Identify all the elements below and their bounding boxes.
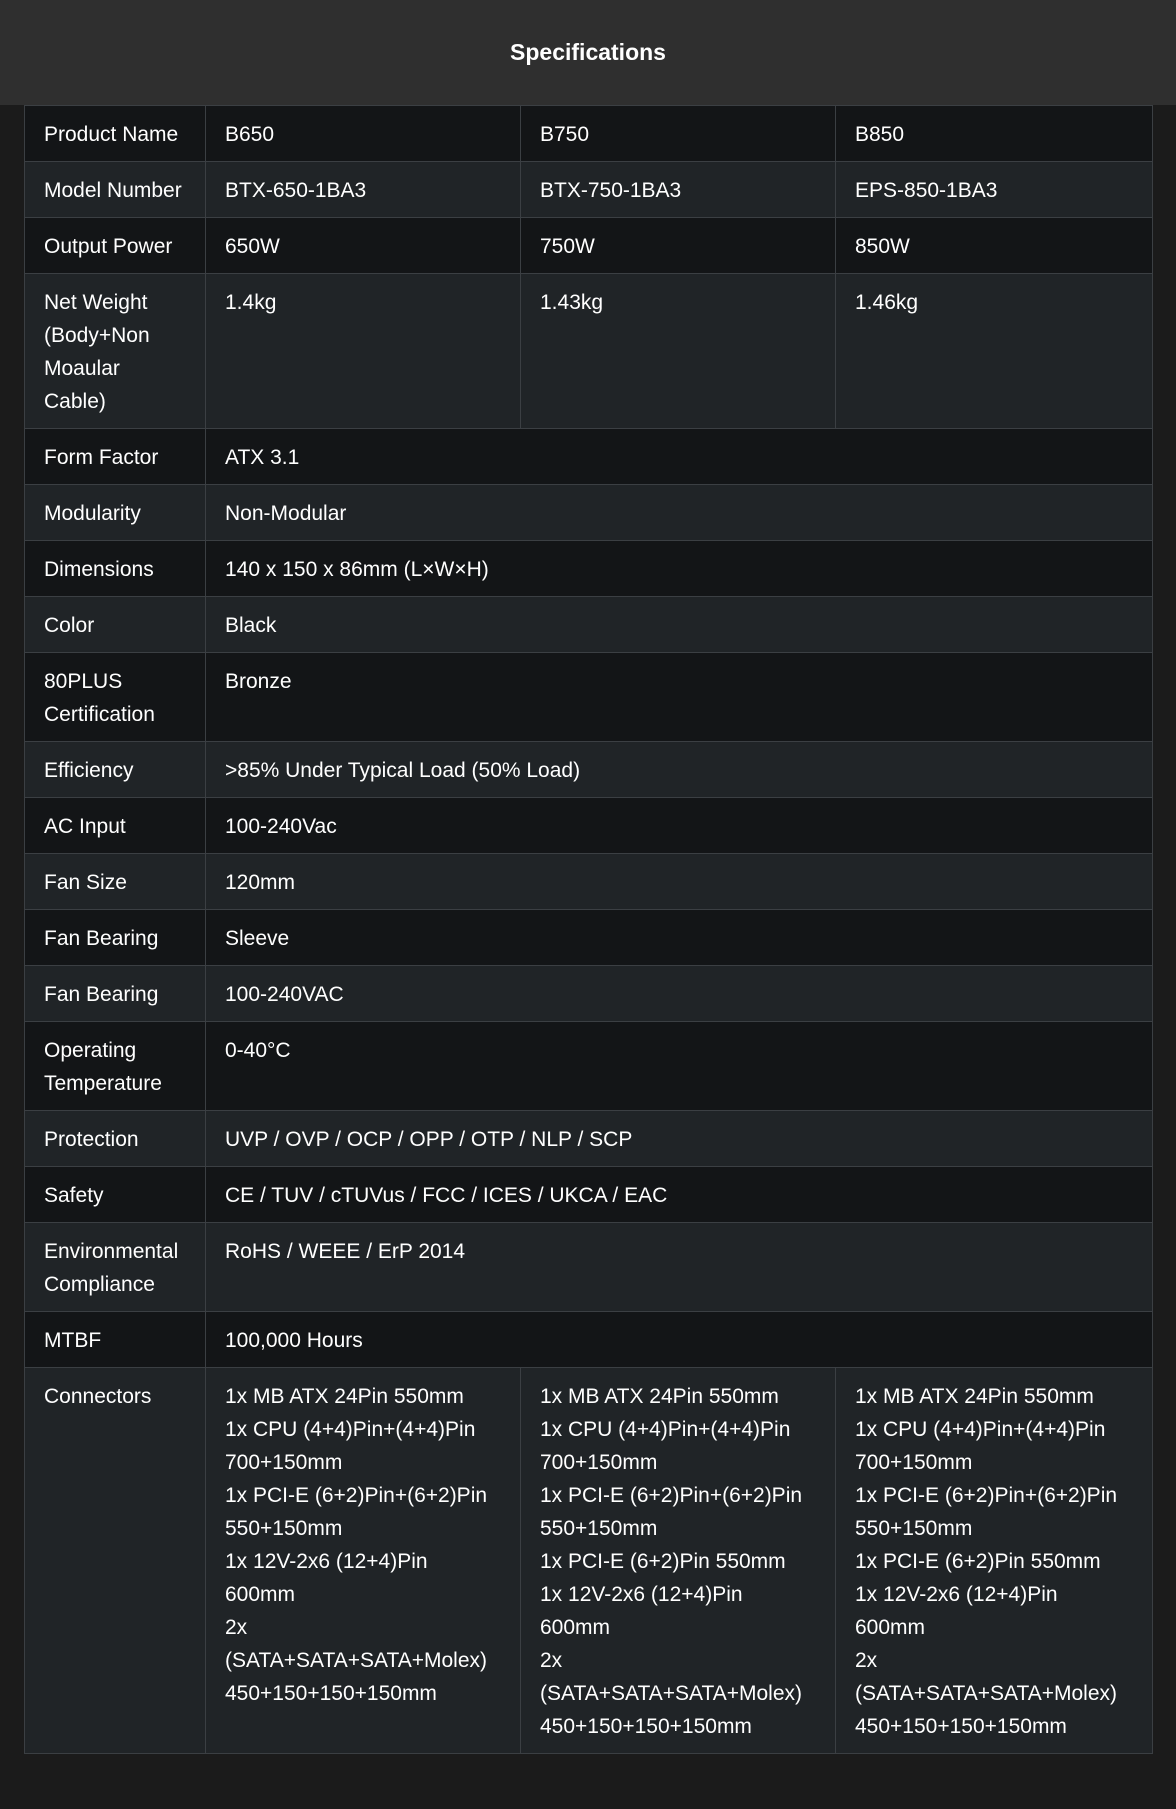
spec-row bbox=[25, 1022, 1153, 1111]
page-header bbox=[0, 0, 1176, 105]
spec-value: ATX 3.1 bbox=[206, 429, 1153, 485]
spec-label: Fan Size bbox=[25, 854, 206, 910]
spec-row bbox=[25, 106, 1153, 162]
spec-value: >85% Under Typical Load (50% Load) bbox=[206, 742, 1153, 798]
spec-value: 1x MB ATX 24Pin 550mm 1x CPU (4+4)Pin+(4+4)Pin 700+150mm 1x PCI-E (6+2)Pin+(6+2)Pin 550+150mm 1x PCI-E (6+2)Pin 550mm 1x 12V-2x6 (12+4)Pin 600mm 2x (SATA+SATA+SATA+Molex) 450+150+150+150mm bbox=[521, 1368, 836, 1754]
spec-label: Efficiency bbox=[25, 742, 206, 798]
spec-label: Protection bbox=[25, 1111, 206, 1167]
spec-label: Fan Bearing bbox=[25, 966, 206, 1022]
spec-row bbox=[25, 597, 1153, 653]
spec-value: 0-40°C bbox=[206, 1022, 1153, 1111]
page-title: Specifications bbox=[510, 39, 666, 65]
spec-label: Dimensions bbox=[25, 541, 206, 597]
spec-label: Output Power bbox=[25, 218, 206, 274]
spec-value: 850W bbox=[836, 218, 1153, 274]
spec-row bbox=[25, 1368, 1153, 1754]
spec-value: UVP / OVP / OCP / OPP / OTP / NLP / SCP bbox=[206, 1111, 1153, 1167]
spec-value: Bronze bbox=[206, 653, 1153, 742]
spec-value: 100,000 Hours bbox=[206, 1312, 1153, 1368]
spec-value: B750 bbox=[521, 106, 836, 162]
spec-row bbox=[25, 966, 1153, 1022]
spec-value: 120mm bbox=[206, 854, 1153, 910]
spec-row bbox=[25, 541, 1153, 597]
spec-label: AC Input bbox=[25, 798, 206, 854]
spec-value: 1x MB ATX 24Pin 550mm 1x CPU (4+4)Pin+(4+4)Pin 700+150mm 1x PCI-E (6+2)Pin+(6+2)Pin 550+150mm 1x PCI-E (6+2)Pin 550mm 1x 12V-2x6 (12+4)Pin 600mm 2x (SATA+SATA+SATA+Molex) 450+150+150+150mm bbox=[836, 1368, 1153, 1754]
spec-table bbox=[24, 105, 1153, 1754]
spec-label: Model Number bbox=[25, 162, 206, 218]
spec-value: CE / TUV / cTUVus / FCC / ICES / UKCA / EAC bbox=[206, 1167, 1153, 1223]
spec-value: Sleeve bbox=[206, 910, 1153, 966]
spec-row bbox=[25, 910, 1153, 966]
spec-row bbox=[25, 1111, 1153, 1167]
spec-value: 650W bbox=[206, 218, 521, 274]
spec-value: 1x MB ATX 24Pin 550mm 1x CPU (4+4)Pin+(4+4)Pin 700+150mm 1x PCI-E (6+2)Pin+(6+2)Pin 550+150mm 1x 12V-2x6 (12+4)Pin 600mm 2x (SATA+SATA+SATA+Molex) 450+150+150+150mm bbox=[206, 1368, 521, 1754]
spec-value: BTX-650-1BA3 bbox=[206, 162, 521, 218]
spec-value: 750W bbox=[521, 218, 836, 274]
spec-value: B850 bbox=[836, 106, 1153, 162]
spec-row bbox=[25, 854, 1153, 910]
spec-value: Non-Modular bbox=[206, 485, 1153, 541]
spec-value: 1.4kg bbox=[206, 274, 521, 429]
spec-label: Form Factor bbox=[25, 429, 206, 485]
spec-value: 1.43kg bbox=[521, 274, 836, 429]
spec-row bbox=[25, 1223, 1153, 1312]
spec-value: 100-240Vac bbox=[206, 798, 1153, 854]
spec-row bbox=[25, 742, 1153, 798]
spec-value: 1.46kg bbox=[836, 274, 1153, 429]
spec-label: Operating Temperature bbox=[25, 1022, 206, 1111]
spec-value: BTX-750-1BA3 bbox=[521, 162, 836, 218]
spec-label: 80PLUS Certification bbox=[25, 653, 206, 742]
spec-value: EPS-850-1BA3 bbox=[836, 162, 1153, 218]
spec-value: B650 bbox=[206, 106, 521, 162]
spec-value: 140 x 150 x 86mm (L×W×H) bbox=[206, 541, 1153, 597]
spec-row bbox=[25, 1312, 1153, 1368]
spec-label: MTBF bbox=[25, 1312, 206, 1368]
spec-row bbox=[25, 653, 1153, 742]
spec-label: Fan Bearing bbox=[25, 910, 206, 966]
spec-value: 100-240VAC bbox=[206, 966, 1153, 1022]
spec-label: Net Weight (Body+Non Moaular Cable) bbox=[25, 274, 206, 429]
spec-row bbox=[25, 1167, 1153, 1223]
spec-row bbox=[25, 798, 1153, 854]
spec-label: Environmental Compliance bbox=[25, 1223, 206, 1312]
spec-label: Product Name bbox=[25, 106, 206, 162]
spec-row bbox=[25, 429, 1153, 485]
spec-label: Modularity bbox=[25, 485, 206, 541]
spec-label: Color bbox=[25, 597, 206, 653]
spec-row bbox=[25, 162, 1153, 218]
spec-label: Safety bbox=[25, 1167, 206, 1223]
spec-value: Black bbox=[206, 597, 1153, 653]
spec-row bbox=[25, 218, 1153, 274]
spec-row bbox=[25, 485, 1153, 541]
spec-table-body bbox=[25, 106, 1153, 1754]
spec-label: Connectors bbox=[25, 1368, 206, 1754]
spec-value: RoHS / WEEE / ErP 2014 bbox=[206, 1223, 1153, 1312]
spec-row bbox=[25, 274, 1153, 429]
spec-table-container bbox=[24, 105, 1152, 1754]
